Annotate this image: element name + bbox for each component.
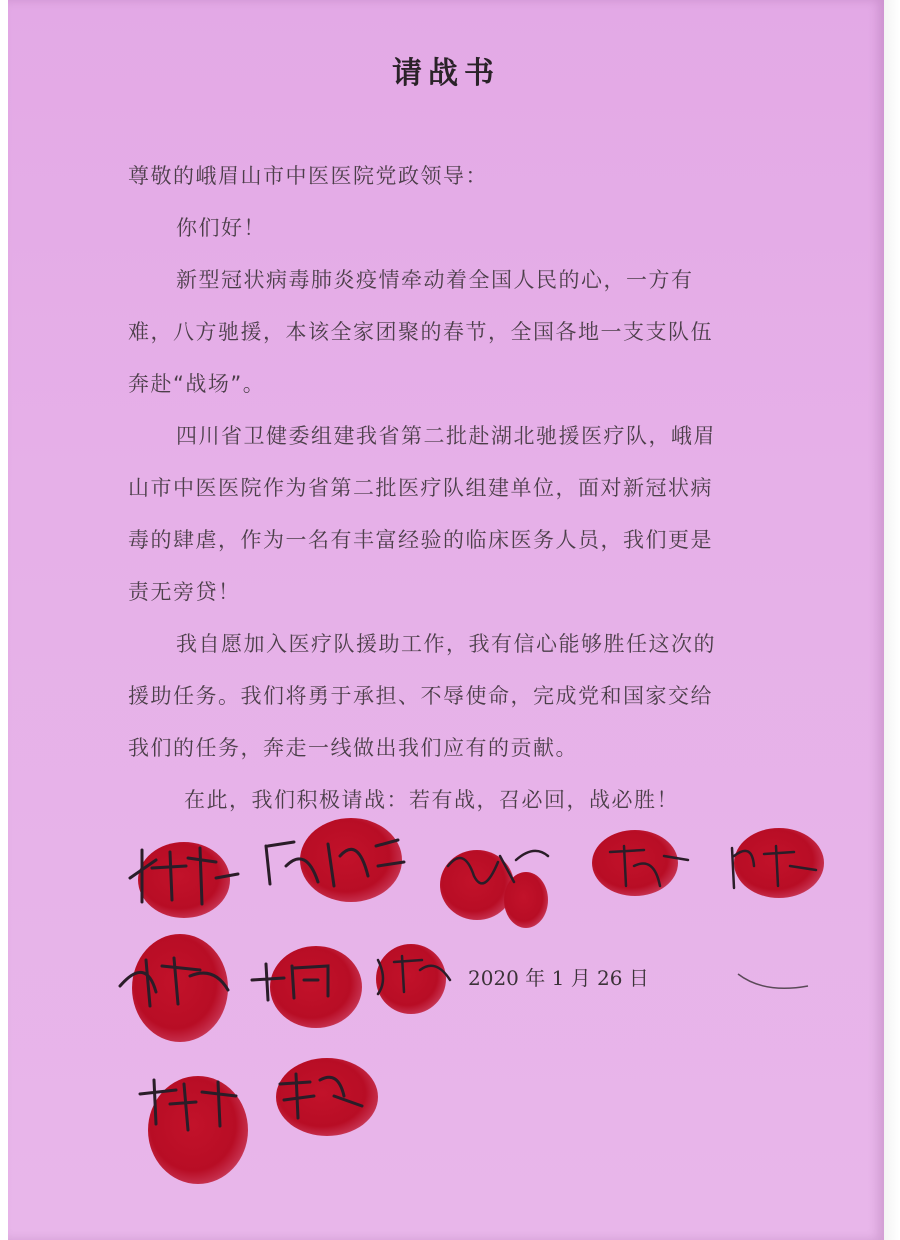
letter-title: 请战书 — [392, 56, 500, 91]
page-margin — [884, 0, 900, 1240]
handwritten-signature — [116, 946, 236, 1021]
paragraph-1-line-3: 奔赴“战场”。 — [128, 372, 266, 396]
handwritten-signature — [274, 1066, 374, 1131]
handwritten-signature — [444, 836, 554, 901]
letter-date: 2020 年 1 月 26 日 — [468, 966, 649, 990]
handwritten-signature — [136, 1074, 246, 1139]
paragraph-1-line-1: 新型冠状病毒肺炎疫情牵动着全国人民的心，一方有 — [176, 268, 694, 292]
handwritten-signature — [604, 836, 694, 901]
pen-mark — [734, 968, 814, 1003]
paragraph-2-line-3: 毒的肆虐，作为一名有丰富经验的临床医务人员，我们更是 — [128, 528, 713, 552]
paragraph-2-line-1: 四川省卫健委组建我省第二批赴湖北驰援医疗队，峨眉 — [176, 424, 716, 448]
letter-closing: 在此，我们积极请战：若有战，召必回，战必胜！ — [184, 788, 679, 812]
handwritten-signature — [126, 838, 246, 913]
handwritten-signature — [258, 826, 408, 901]
paragraph-2-line-4: 责无旁贷！ — [128, 580, 241, 604]
handwritten-signature — [372, 950, 462, 1005]
paragraph-2-line-2: 山市中医医院作为省第二批医疗队组建单位，面对新冠状病 — [128, 476, 713, 500]
handwritten-signature — [248, 956, 348, 1011]
paragraph-3-line-3: 我们的任务，奔走一线做出我们应有的贡献。 — [128, 736, 578, 760]
paragraph-3-line-2: 援助任务。我们将勇于承担、不辱使命，完成党和国家交给 — [128, 684, 713, 708]
letter-salutation: 尊敬的峨眉山市中医医院党政领导： — [128, 164, 488, 188]
letter-page — [8, 0, 884, 1240]
paragraph-3-line-1: 我自愿加入医疗队援助工作，我有信心能够胜任这次的 — [176, 632, 716, 656]
handwritten-signature — [724, 836, 824, 901]
paragraph-1-line-2: 难，八方驰援，本该全家团聚的春节，全国各地一支支队伍 — [128, 320, 713, 344]
letter-greeting: 你们好！ — [176, 216, 266, 240]
